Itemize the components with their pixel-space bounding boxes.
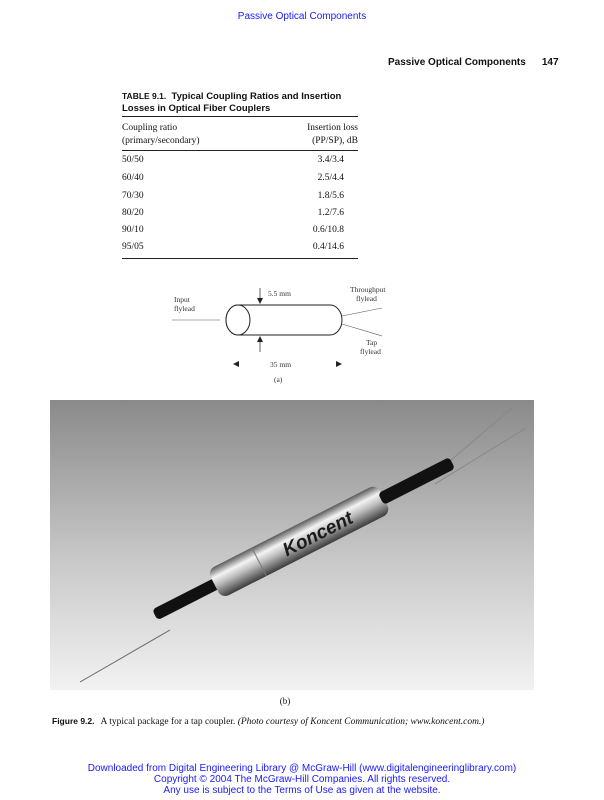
diameter-label: 5.5 mm (268, 289, 291, 298)
col2-header-line1: Insertion loss (307, 123, 358, 133)
sublabel-a: (a) (274, 375, 283, 384)
table-row (122, 191, 344, 204)
coupler-photo (50, 400, 534, 690)
length-arrow-left (233, 361, 239, 367)
table-col1-header (122, 122, 200, 148)
table-row (122, 155, 344, 168)
top-link[interactable]: Passive Optical Components (237, 11, 367, 22)
length-label: 35 mm (270, 360, 292, 369)
row-loss: 1.8/5.6 (317, 191, 344, 201)
tap-label-1: Tap (366, 338, 378, 347)
footer-line1[interactable]: Downloaded from Digital Engineering Library @ McGraw-Hill (www.digitalengineeringlibrary.com) (87, 763, 517, 774)
sublabel-b: (b) (279, 696, 291, 706)
table-title-line2: Losses in Optical Fiber Couplers (122, 103, 271, 114)
row-loss: 0.4/14.6 (312, 242, 344, 252)
row-loss: 0.6/10.8 (312, 225, 344, 235)
tap-coupler-diagram (160, 280, 400, 390)
diameter-arrowhead-top (257, 298, 263, 304)
table-label: TABLE 9.1. (122, 91, 167, 101)
length-arrow-right (336, 361, 342, 367)
table-caption (122, 90, 372, 115)
col2-header-line2: (PP/SP), dB (312, 136, 358, 146)
row-ratio: 60/40 (122, 173, 144, 183)
table-row (122, 208, 344, 221)
table-row (122, 242, 344, 255)
figure-credit: (Photo courtesy of Koncent Communication; www.koncent.com.) (237, 717, 485, 727)
throughput-fiber (342, 308, 382, 316)
coupler-end-cap (226, 305, 250, 335)
throughput-label-2: flylead (356, 294, 377, 303)
table-bottom-rule (122, 258, 358, 259)
figure-caption (52, 716, 572, 727)
diameter-arrowhead-bottom (257, 336, 263, 342)
table-row (122, 225, 344, 238)
tap-label-2: flylead (360, 347, 381, 356)
row-loss: 3.4/3.4 (317, 155, 344, 165)
footer-line3: Any use is subject to the Terms of Use as given at the website. (163, 785, 441, 796)
figure-text: A typical package for a tap coupler. (100, 717, 236, 727)
col1-header-line1: Coupling ratio (122, 123, 178, 133)
page-number: 147 (541, 57, 559, 68)
table-title-line1: Typical Coupling Ratios and Insertion (171, 91, 342, 102)
table-row (122, 173, 344, 186)
tap-fiber (342, 324, 382, 336)
throughput-label-1: Throughput (350, 285, 386, 294)
footer-line2: Copyright © 2004 The McGraw-Hill Companies. All rights reserved. (153, 774, 451, 785)
col1-header-line2: (primary/secondary) (122, 136, 200, 146)
row-ratio: 80/20 (122, 208, 144, 218)
running-head-title: Passive Optical Components (388, 57, 526, 68)
row-ratio: 95/05 (122, 242, 144, 252)
row-ratio: 70/30 (122, 191, 144, 201)
row-loss: 2.5/4.4 (317, 173, 344, 183)
input-label-1: Input (174, 295, 190, 304)
table-top-rule (122, 116, 358, 117)
row-ratio: 50/50 (122, 155, 144, 165)
row-ratio: 90/10 (122, 225, 144, 235)
table-header-rule (122, 150, 358, 151)
photo-brand-text: Koncent (279, 507, 357, 562)
input-label-2: flylead (174, 304, 195, 313)
figure-label: Figure 9.2. (52, 716, 95, 726)
footer (0, 763, 604, 796)
row-loss: 1.2/7.6 (317, 208, 344, 218)
table-col2-header (307, 122, 358, 148)
running-head (388, 57, 559, 68)
